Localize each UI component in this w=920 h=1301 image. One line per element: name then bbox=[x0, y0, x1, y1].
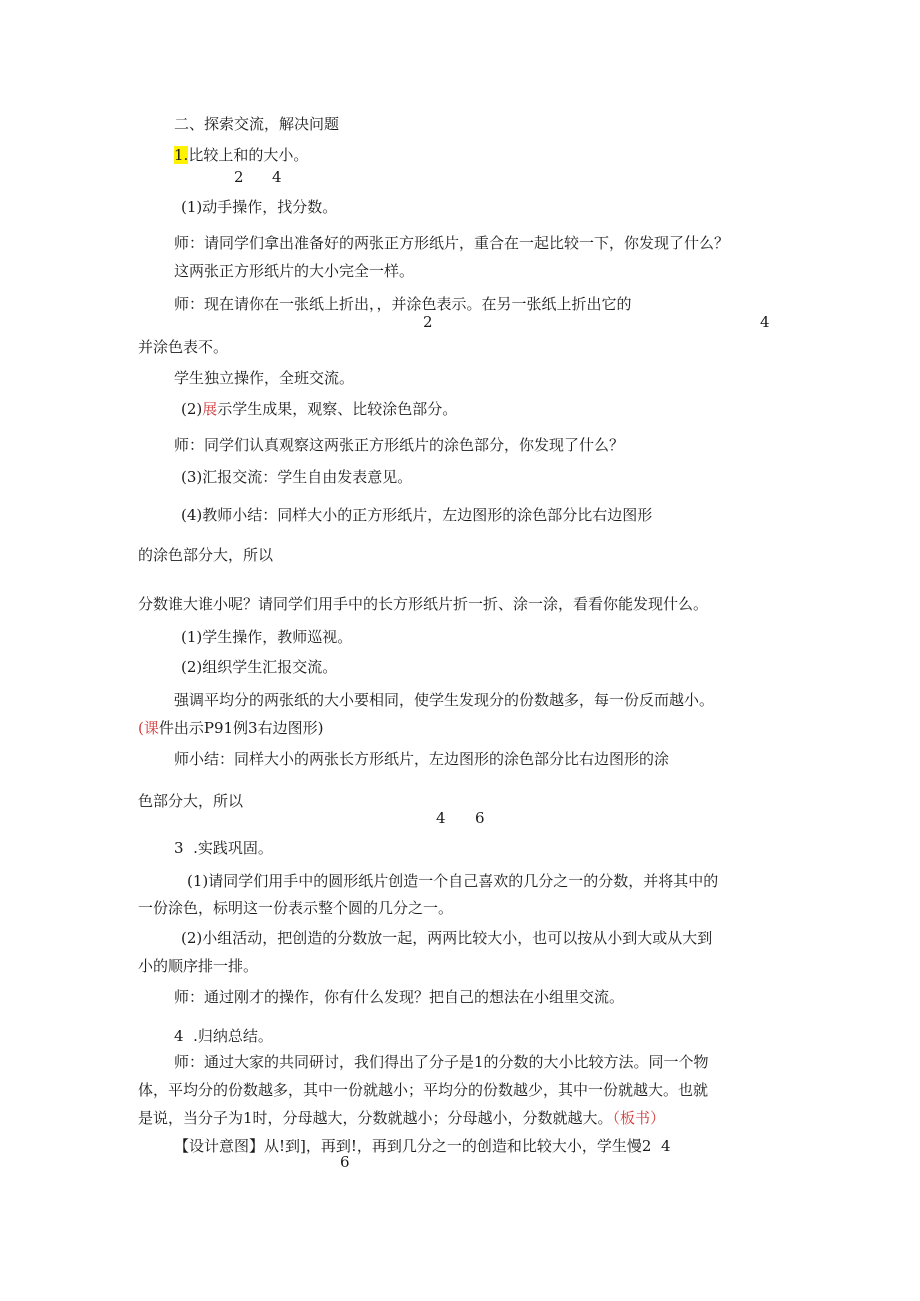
paragraph: 师小结：同样大小的两张长方形纸片，左边图形的涂色部分比右边图形的涂 bbox=[174, 750, 670, 768]
paragraph: 学生独立操作，全班交流。 bbox=[174, 369, 355, 387]
paragraph: 师：请同学们拿出准备好的两张正方形纸片，重合在一起比较一下，你发现了什么？ bbox=[174, 234, 730, 252]
paragraph: 师：同学们认真观察这两张正方形纸片的涂色部分，你发现了什么？ bbox=[174, 436, 625, 454]
fraction-denominator: 2 bbox=[423, 313, 433, 331]
item-3-title: 3 .实践巩固。 bbox=[174, 839, 273, 857]
paragraph: (3)汇报交流：学生自由发表意见。 bbox=[181, 468, 413, 486]
list-marker: (2) bbox=[181, 400, 203, 418]
paragraph: (4)教师小结：同样大小的正方形纸片，左边图形的涂色部分比右边图形 bbox=[181, 506, 653, 524]
paragraph: (2)小组活动，把创造的分数放一起，两两比较大小，也可以按从小到大或从大到 bbox=[181, 929, 713, 947]
highlight-text: (课 bbox=[138, 719, 159, 737]
paragraph: 色部分大，所以 bbox=[138, 792, 244, 810]
paragraph bbox=[138, 1108, 665, 1128]
item-1-title bbox=[174, 145, 308, 165]
paragraph: (1)学生操作，教师巡视。 bbox=[181, 628, 353, 646]
item-1-marker: 1. bbox=[174, 146, 189, 164]
paragraph: 分数谁大谁小呢？请同学们用手中的长方形纸片折一折、涂一涂，看看你能发现什么。 bbox=[138, 595, 709, 613]
paragraph-text: 示学生成果，观察、比较涂色部分。 bbox=[217, 400, 458, 418]
paragraph: 并涂色表不。 bbox=[138, 338, 229, 356]
paragraph bbox=[181, 399, 457, 419]
paragraph: 师：现在请你在一张纸上折出，，并涂色表示。在另一张纸上折出它的 bbox=[174, 295, 632, 313]
paragraph: 这两张正方形纸片的大小完全一样。 bbox=[174, 262, 415, 280]
paragraph: 师：通过大家的共同研讨，我们得出了分子是1的分数的大小比较方法。同一个物 bbox=[174, 1053, 709, 1071]
fraction-denominator: 4 bbox=[436, 809, 446, 827]
paragraph: (1)动手操作，找分数。 bbox=[181, 198, 338, 216]
paragraph-text: 件出示P91例3右边图形) bbox=[158, 719, 324, 737]
paragraph-text: 是说，当分子为1时，分母越大，分数就越小；分母越小，分数就越大。 bbox=[138, 1109, 613, 1127]
item-1-text: 比较上和的大小。 bbox=[188, 146, 309, 164]
paragraph: 体，平均分的份数越多，其中一份就越小；平均分的份数越少，其中一份就越大。也就 bbox=[138, 1081, 709, 1099]
item-4-title: 4 .归纳总结。 bbox=[174, 1027, 273, 1045]
fraction-denominator: 6 bbox=[475, 809, 485, 827]
paragraph: (1)请同学们用手中的圆形纸片创造一个自己喜欢的几分之一的分数，并将其中的 bbox=[187, 872, 719, 890]
paragraph: 小的顺序排一排。 bbox=[138, 957, 259, 975]
board-note: （板书） bbox=[612, 1109, 666, 1127]
paragraph: 师：通过刚才的操作，你有什么发现？把自己的想法在小组里交流。 bbox=[174, 988, 625, 1006]
paragraph: 一份涂色，标明这一份表示整个圆的几分之一。 bbox=[138, 899, 454, 917]
paragraph: 的涂色部分大，所以 bbox=[138, 546, 274, 564]
section-heading: 二、探索交流，解决问题 bbox=[174, 115, 340, 133]
fraction-denominator: 4 bbox=[272, 168, 282, 186]
design-intent: 【设计意图】从!到]，再到!，再到几分之一的创造和比较大小，学生慢2 4 bbox=[174, 1137, 671, 1155]
fraction-denominator: 4 bbox=[760, 313, 770, 331]
fraction-denominator: 2 bbox=[234, 168, 244, 186]
paragraph: 强调平均分的两张纸的大小要相同，使学生发现分的份数越多，每一份反而越小。 bbox=[174, 691, 715, 709]
highlight-text: 展 bbox=[202, 400, 218, 418]
paragraph: (2)组织学生汇报交流。 bbox=[181, 658, 338, 676]
paragraph bbox=[138, 718, 323, 738]
fraction-denominator: 6 bbox=[340, 1153, 350, 1171]
